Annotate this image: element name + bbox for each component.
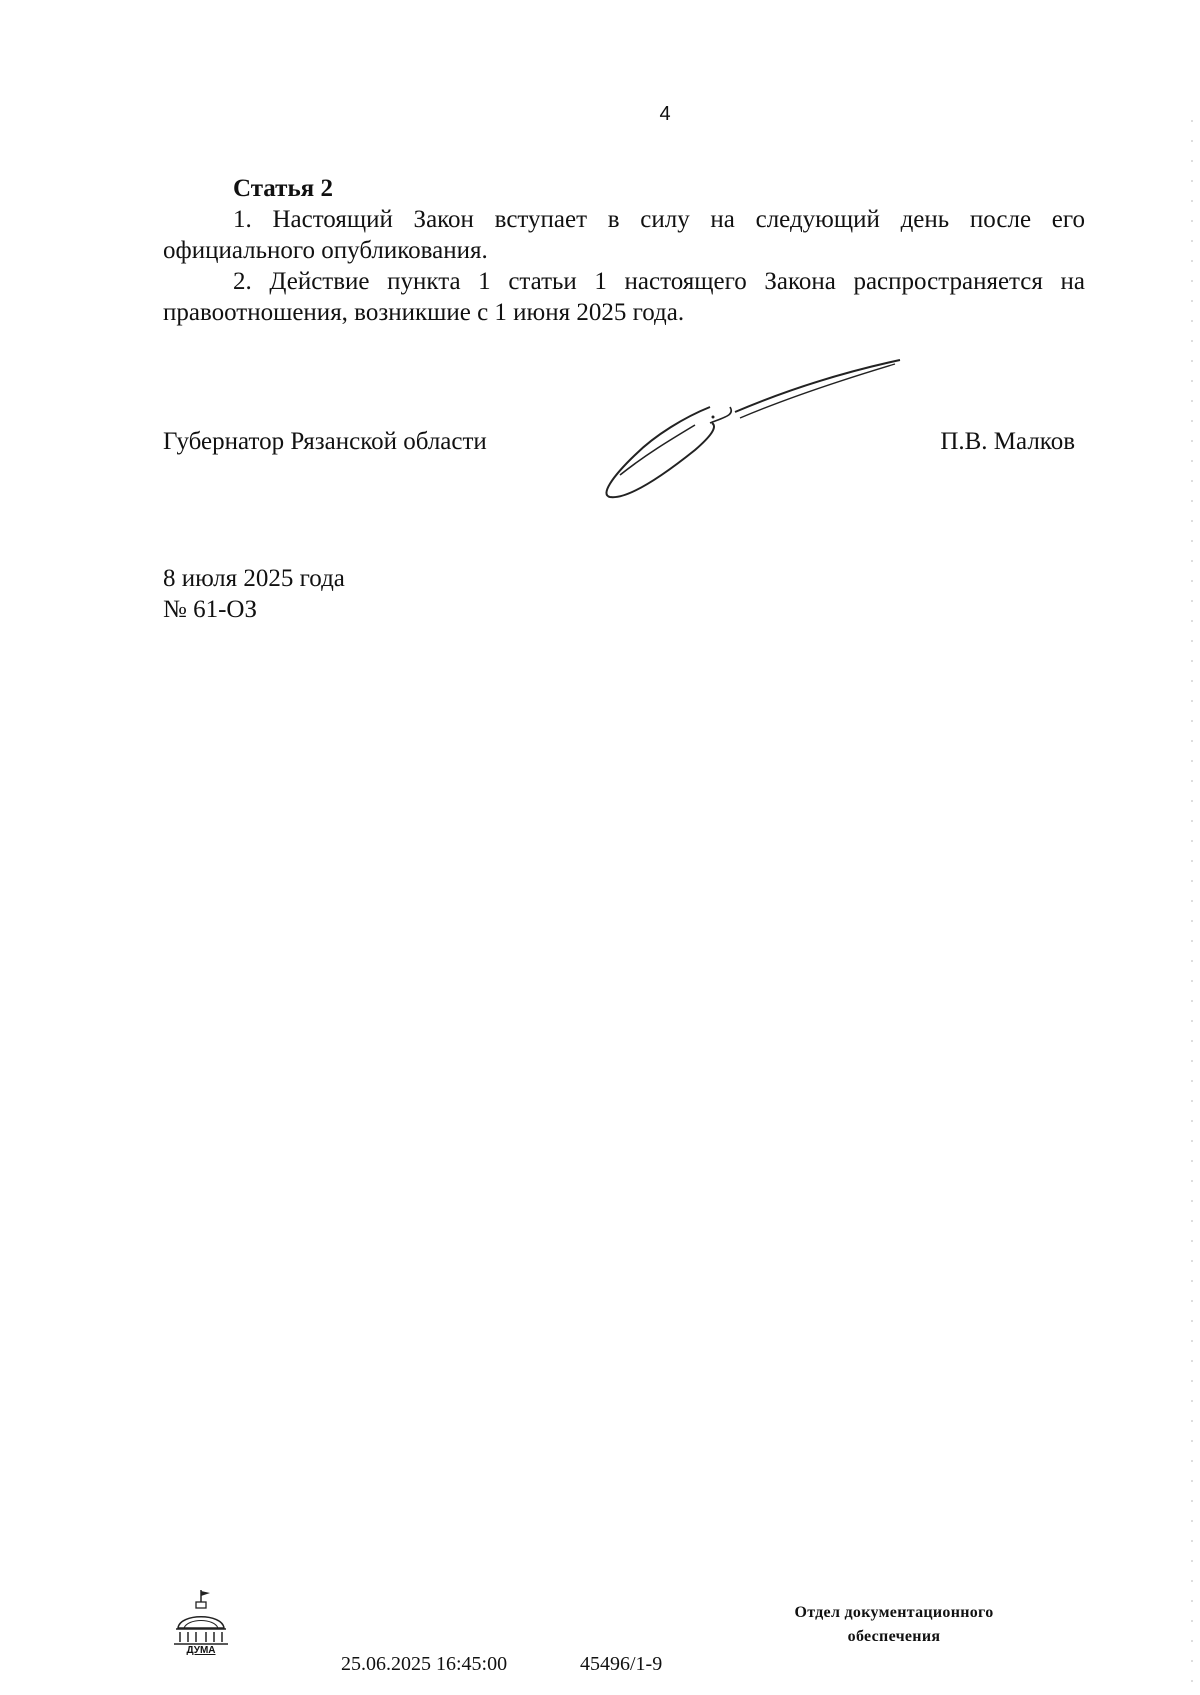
registration-number: 45496/1-9 [580,1653,663,1675]
law-number: № 61-ОЗ [163,596,258,623]
law-date-number [163,563,345,625]
article-2 [163,173,1085,328]
page-number: 4 [659,103,671,125]
department-line-2: обеспечения [847,1628,941,1645]
registration-datetime: 25.06.2025 16:45:00 [341,1653,508,1675]
governor-name: П.В. Малков [940,428,1075,455]
duma-logo-text: ДУМА [186,1645,216,1656]
scan-edge-marks [1190,0,1194,1695]
department-line-1: Отдел документационного [794,1604,994,1621]
governor-title: Губернатор Рязанской области [163,428,487,455]
article-heading: Статья 2 [233,175,333,202]
handwritten-signature [600,355,905,505]
article-paragraph-1: 1. Настоящий Закон вступает в силу на следующий день после его официального опубликования. [163,206,1085,264]
article-paragraph-2: 2. Действие пункта 1 статьи 1 настоящего Закона распространяется на правоотношения, возникшие с 1 июня 2025 года. [163,268,1085,326]
department-stamp [763,1601,1025,1649]
law-date: 8 июля 2025 года [163,565,345,592]
